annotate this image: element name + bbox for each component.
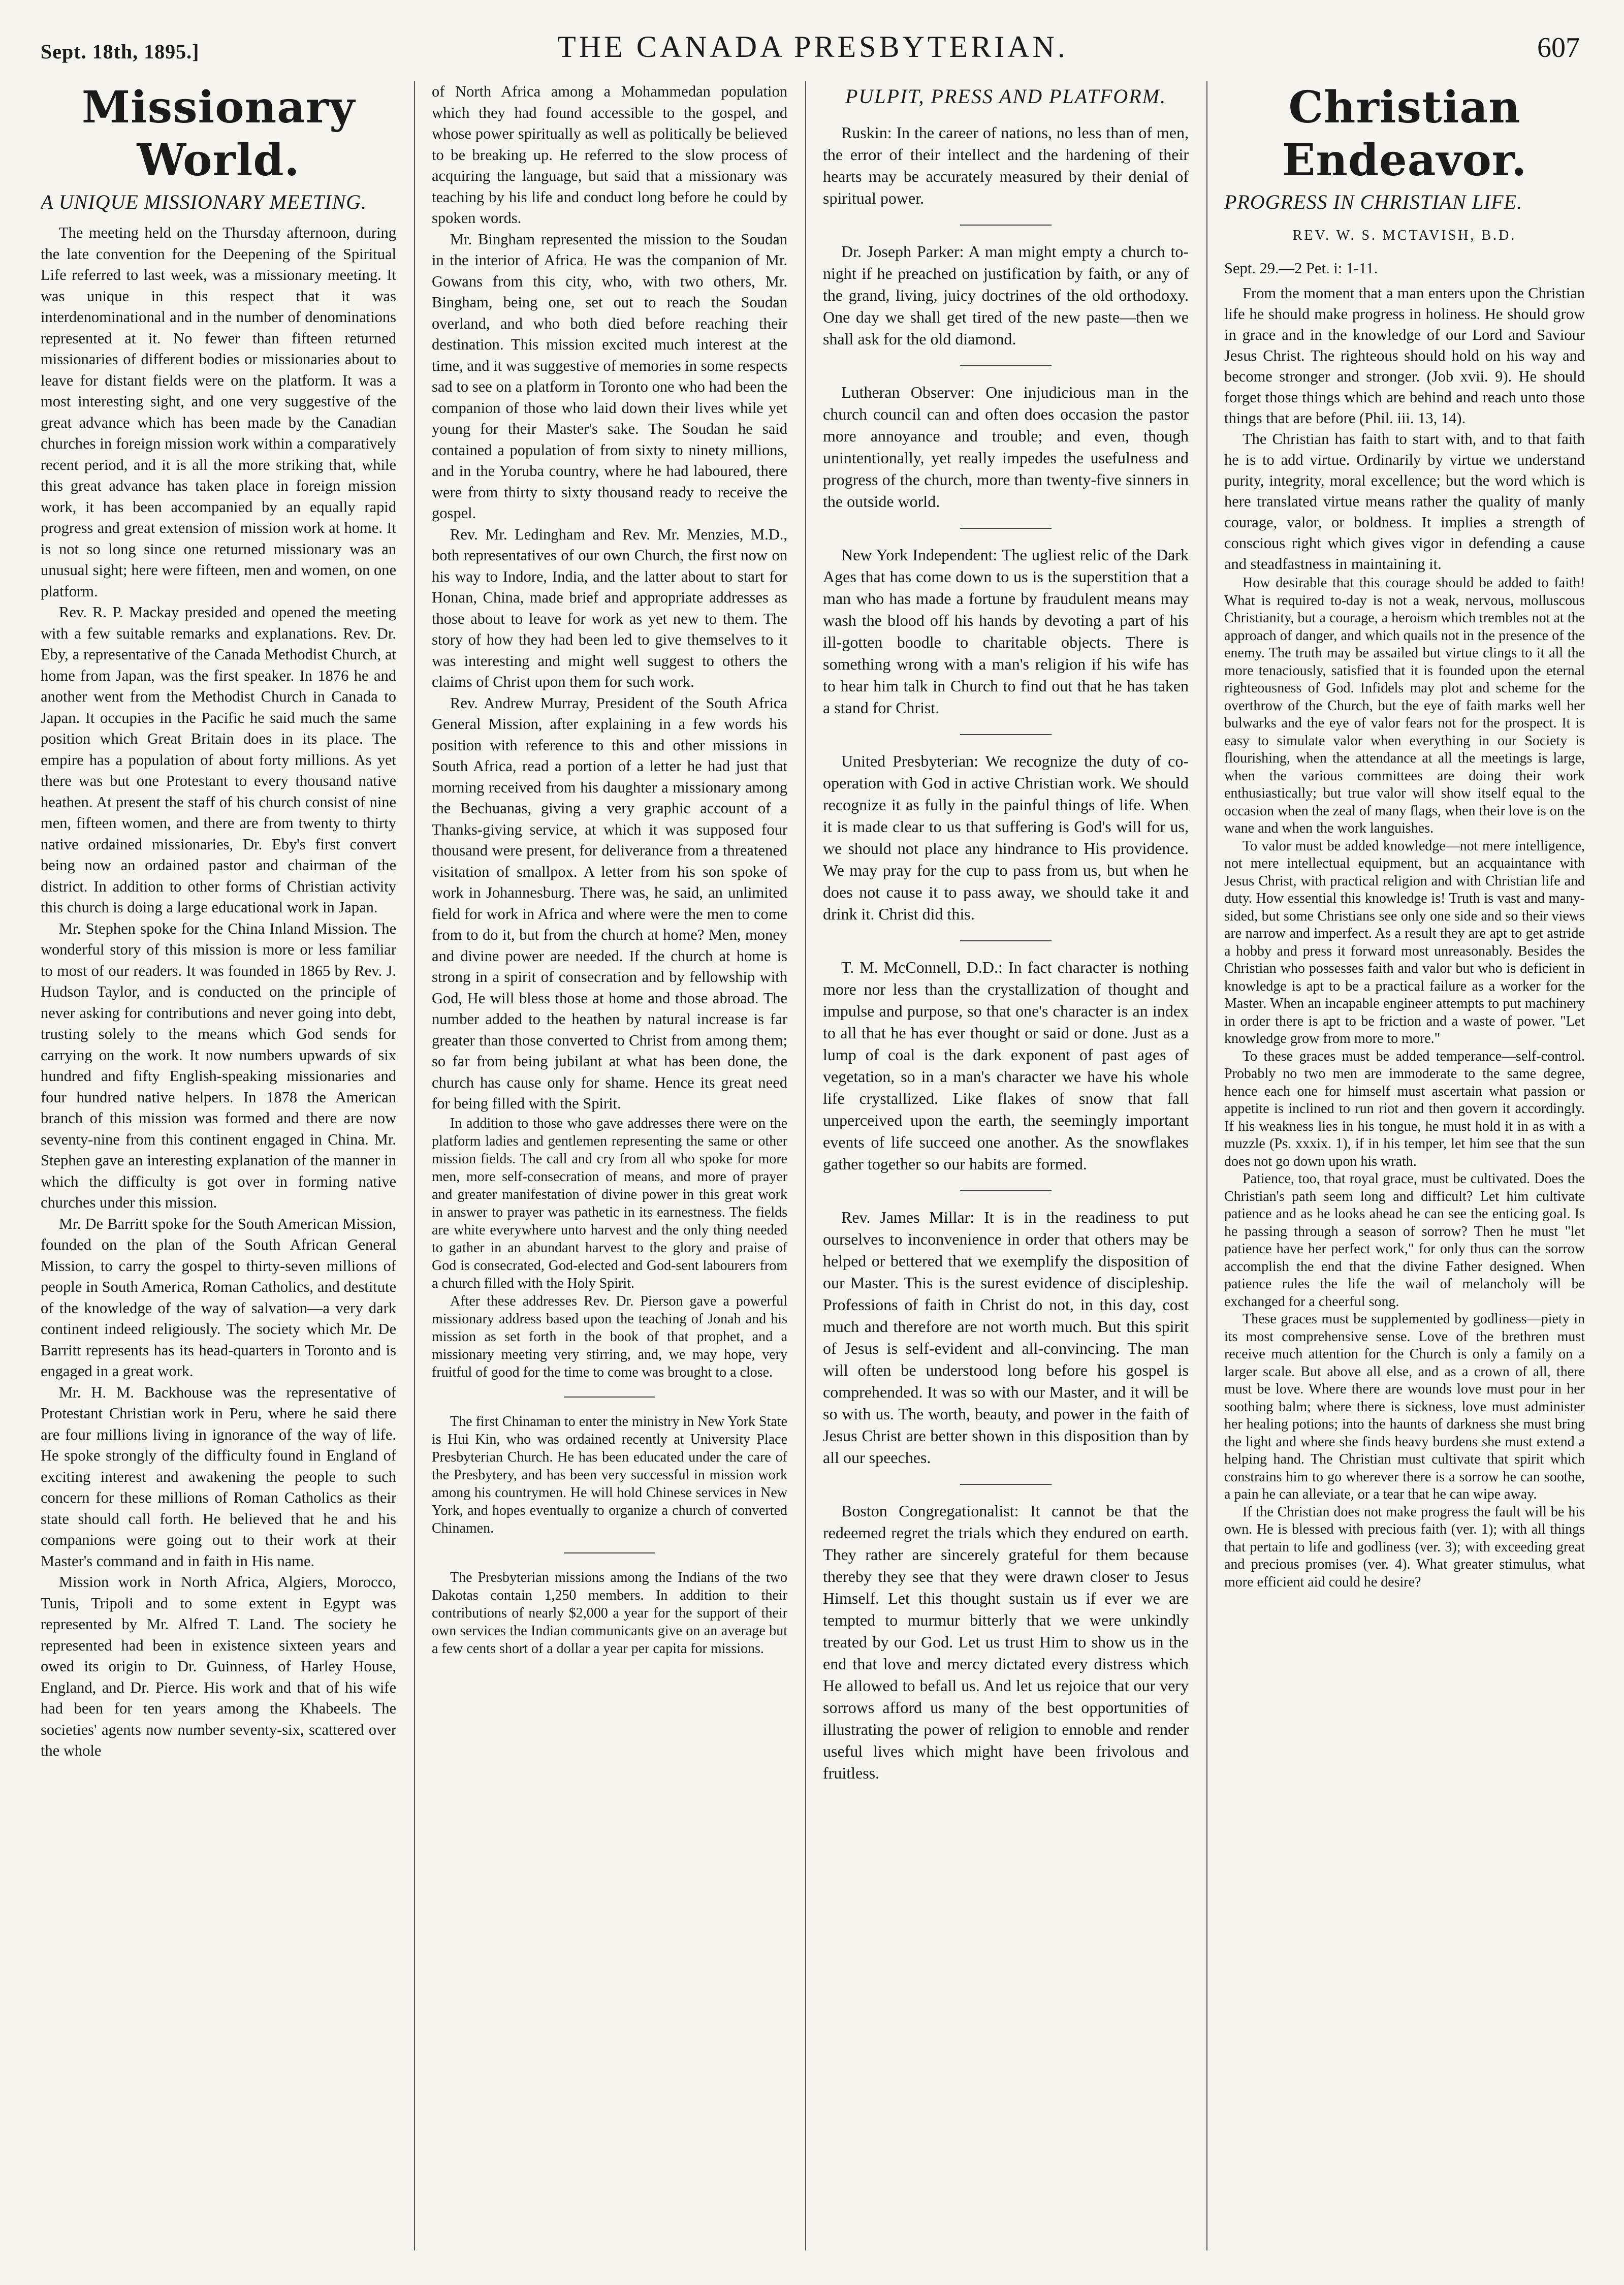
- article-paragraph: These graces must be supplemented by godliness—piety in its most comprehensive sense. Love of the brethren must receive much attention for the Church is only a family on a larger scale. But above all else, and as a crown of all, there must be love. Where there are wounds love must pour in her soothing balm; where there is sickness, love must administer her healing potions; into the haunts of darkness she must bring the light and where she finds heavy burdens she must extend a helping hand. The Christian must cultivate that spirit which constrains him to go wherever there is a sorrow he can soothe, a pain he can alleviate, or a tear that he can wipe away.: [1224, 1311, 1585, 1502]
- article-paragraph: The Christian has faith to start with, and to that faith he is to add virtue. Ordinarily by virtue we understand purity, integrity, moral excellence; but the word which is here translated virtue means rather the quality of manly courage, valor, or boldness. It implies a strength of conscious right which gives vigor in defending a cause and steadfastness in maintaining it.: [1224, 430, 1585, 573]
- column-missionary-world: [41, 81, 396, 2256]
- article-paragraph: Mr. H. M. Backhouse was the representative of Protestant Christian work in Peru, where he said there are four millions living in ignorance of the way of life. He spoke strongly of the difficulty found in England of exciting interest and awakening the people to such concern for these millions of Roman Catholics as their state should call forth. He believed that he and his companions were going out to their work at their Master's command and in faith in His name.: [41, 1383, 396, 1570]
- section-separator: [960, 225, 1052, 226]
- article-paragraph: How desirable that this courage should be added to faith! What is required to-day is not a weak, nervous, molluscous Christianity, but a courage, a heroism which trembles not at the approach of danger, and which quails not in the presence of the enemy. The truth may be assailed but virtue clings to it all the more tenaciously, satisfied that it is founded upon the eternal righteousness of God. Infidels may plot and scheme for the overthrow of the Church, but the eye of faith marks well her bulwarks and the eye of valor fears not for the prospect. It is easy to simulate valor when everything in our Society is flourishing, when the attendance at all the meetings is large, when the various committees are doing their work enthusiastically; but true valor will show itself equal to the occasion when the zeal of many flags, when their love is on the wane and when the work languishes.: [1224, 575, 1585, 836]
- section-separator: [960, 734, 1052, 735]
- article-paragraph: Mr. Bingham represented the mission to the Soudan in the interior of Africa. He was the companion of Mr. Gowans from this city, who, with two others, Mr. Bingham, being one, set out to reach the Soudan overland, and who both died before reaching their destination. This mission excited much interest at the time, and it was suggestive of memories in some respects sad to see on a platform in Toronto one who had been the companion of those who laid down their lives while yet young for their Master's sake. The Soudan he said contained a population of from sixty to ninety millions, and in the Yoruba country, where he had laboured, there were from thirty to sixty thousand ready to receive the gospel.: [432, 230, 787, 522]
- quote-item: Dr. Joseph Parker: A man might empty a church to-night if he preached on justification by faith, or any of the grand, living, juicy doctrines of the old orthodoxy. One day we shall get tired of the new paste—then we shall ask for the old diamond.: [823, 242, 1189, 348]
- article-paragraph: Rev. Andrew Murray, President of the South Africa General Mission, after explaining in a few words his position with reference to this and other missions in South Africa, read a portion of a letter he had just that morning received from his daughter a missionary among the Bechuanas, giving a very graphic account of a Thanks-giving service, at which it was supposed four thousand were present, for deliverance from a threatened visitation of smallpox. A letter from his son spoke of work in Johannesburg. There was, he said, an unlimited field for work in Africa and where were the men to come from to do it, but from the church at home? Men, money and divine power are needed. If the church at home is strong in a spirit of consecration and by fellowship with God, He will bless those at home and those abroad. The number added to the heathen by natural increase is far greater than those converted to Christ from among them; so far from being jubilant at what has been done, the church has cause only for shame. Hence its great need for being filled with the Spirit.: [432, 694, 787, 1112]
- article-paragraph: After these addresses Rev. Dr. Pierson gave a powerful missionary address based upon the teaching of Jonah and his mission as set forth in the book of that prophet, and a missionary meeting very stirring, and, we may hope, very fruitful of good for the time to come was brought to a close.: [432, 1293, 787, 1380]
- section-masthead-endeavor: Christian Endeavor.: [1282, 82, 1527, 186]
- article-paragraph: Rev. R. P. Mackay presided and opened the meeting with a few suitable remarks and explanations. Rev. Dr. Eby, a representative of the Canada Methodist Church, at home from Japan, was the first speaker. In 1876 he and another went from the Methodist Church in Canada to Japan. It occupies in the Pacific he said much the same position which Great Britain does in its place. The empire has a population of about forty millions. As yet there was but one Protestant to every thousand native heathen. At present the staff of his church consist of nine men, fifteen women, and there are from twenty to thirty native ordained missionaries, Dr. Eby's first convert being now an ordained pastor and chairman of the district. In addition to other forms of Christian activity this church is doing a large educational work in Japan.: [41, 604, 396, 916]
- article-paragraph: From the moment that a man enters upon the Christian life he should make progress in holiness. He should grow in grace and in the knowledge of our Lord and Saviour Jesus Christ. The righteous should hold on his way and become stronger and stronger. (Job xvii. 9). He should forget those things which are behind and reach unto those things that are before (Phil. iii. 13, 14).: [1224, 284, 1585, 427]
- quote-item: Ruskin: In the career of nations, no less than of men, the error of their intellect and the hardening of their hearts may be accurately measured by their denial of spiritual power.: [823, 123, 1189, 207]
- column-rule: [805, 81, 806, 2250]
- quote-item: New York Independent: The ugliest relic of the Dark Ages that has come down to us is the superstition that a man who has made a fortune by fraudulent means may wash the blood off his hands by devoting a part of his ill-gotten boodle to charitable objects. There is something wrong with a man's religion if his wife has to hear him talk in Church to find out that he has taken a stand for Christ.: [823, 546, 1189, 717]
- article-paragraph: In addition to those who gave addresses there were on the platform ladies and gentlemen representing the same or other mission fields. The call and cry from all who spoke for more men, more self-consecration of means, and more of prayer and greater manifestation of divine power in this great work in answer to prayer was pathetic in its earnestness. The fields are white everywhere unto harvest and the only thing needed to gather in an abundant harvest to the glory and praise of God is consecrated, God-elected and God-sent labourers from a church filled with the Holy Spirit.: [432, 1115, 787, 1291]
- quote-item: T. M. McConnell, D.D.: In fact character is nothing more nor less than the crystallization of thought and impulse and purpose, so that one's character is an index to all that he has ever thought or said or done. Just as a lump of coal is the dark exponent of past ages of vegetation, so in a man's character we have his whole life crystallized. Like flakes of snow that fall unperceived upon the earth, the seemingly important events of life succeed one another. As the snowflakes gather together so our habits are formed.: [823, 958, 1189, 1173]
- news-note: The first Chinaman to enter the ministry in New York State is Hui Kin, who was ordained recently at University Place Presbyterian Church. He has been educated under the care of the Presbytery, and has been very successful in mission work among his countrymen. He will hold Chinese services in New York, and hopes eventually to organize a church of converted Chinamen.: [432, 1413, 787, 1536]
- article-paragraph: Mission work in North Africa, Algiers, Morocco, Tunis, Tripoli and to some extent in Egypt was represented by Mr. Alfred T. Land. The society he represented had been in existence sixteen years and owed its origin to Dr. Guinness, of Harley House, England, and Dr. Pierce. His work and that of his wife had been for ten years among the Khabeels. The societies' agents now number seventy-six, scattered over the whole: [41, 1573, 396, 1759]
- article-paragraph: If the Christian does not make progress the fault will be his own. He is blessed with precious faith (ver. 1); with all things that pertain to life and godliness (ver. 3); with exceeding great and precious promises (ver. 4). What greater stimulus, what more efficient aid could he desire?: [1224, 1504, 1585, 1590]
- section-heading-pulpit: PULPIT, PRESS AND PLATFORM.: [845, 85, 1167, 108]
- quote-item: United Presbyterian: We recognize the duty of co-operation with God in active Christian work. We should recognize it as fully in the painful things of life. When it is made clear to us that suffering is God's will for us, we should not place any hindrance to His providence. We may pray for the cup to pass from us, but when he does not cause it to pass away, we should take it and drink it. Christ did this.: [823, 752, 1189, 923]
- column-rule: [414, 81, 415, 2250]
- section-separator: [960, 1484, 1052, 1485]
- article-paragraph: To these graces must be added temperance—self-control. Probably no two men are immoderate to the same degree, hence each one for himself must ascertain what passion or appetite is inclined to run riot and then govern it accordingly. If his weakness lies in his tongue, he must hold it in as with a muzzle (Ps. xxxix. 1), if in his temper, let him see that the sun does not go down upon his wrath.: [1224, 1048, 1585, 1169]
- column-pulpit-press-platform: [823, 81, 1189, 2256]
- section-masthead-missionary: Missionary World.: [81, 82, 356, 186]
- lesson-dateline: Sept. 29.—2 Pet. i: 1-11.: [1224, 260, 1378, 277]
- section-separator: [960, 1190, 1052, 1191]
- article-paragraph: To valor must be added knowledge—not mere intelligence, not mere intellectual equipment, but an acquaintance with Jesus Christ, with practical religion and with Christian life and duty. How essential this knowledge is! Truth is vast and many-sided, but some Christians see only one side and so their views are narrow and imperfect. As a result they are apt to get astride a hobby and press it forward most unreasonably. Besides the Christian who possesses faith and valor but who is deficient in knowledge is apt to be a practical failure as a worker for the Master. When an incapable engineer attempts to put machinery in order there is apt to be friction and a waste of power. "Let knowledge grow from more to more.": [1224, 838, 1585, 1046]
- section-separator: [960, 365, 1052, 366]
- page-header: [41, 20, 1585, 76]
- issue-date: Sept. 18th, 1895.]: [41, 40, 200, 63]
- section-separator: [564, 1552, 655, 1553]
- column-missionary-continued: [432, 81, 787, 2256]
- article-paragraph: Rev. Mr. Ledingham and Rev. Mr. Menzies, M.D., both representatives of our own Church, the first now on his way to Indore, India, and the latter about to start for Honan, China, made brief and appropriate addresses as those about to leave for work as yet new to them. The story of how they had been led to give themselves to it was interesting and might well suggest to others the claims of Christ upon them for such work.: [432, 525, 787, 690]
- article-paragraph: Mr. De Barritt spoke for the South American Mission, founded on the plan of the South African General Mission, to carry the gospel to thirty-seven millions of people in South America, Roman Catholics, and destitute of the knowledge of the way of salvation—a very dark continent indeed religiously. The society which Mr. De Barritt represents has its head-quarters in Toronto and is engaged in a great work.: [41, 1215, 396, 1380]
- newspaper-title: THE CANADA PRESBYTERIAN.: [557, 30, 1068, 64]
- newspaper-page: [41, 20, 1585, 2266]
- section-separator: [564, 1397, 655, 1398]
- article-author: REV. W. S. MCTAVISH, B.D.: [1292, 228, 1517, 243]
- quote-item: Lutheran Observer: One injudicious man in the church council can and often does occasion the pastor more annoyance and trouble; and even, though unintentionally, yet really impedes the usefulness and progress of the church, more than twenty-five sinners in the outside world.: [823, 383, 1189, 511]
- quote-item: Rev. James Millar: It is in the readiness to put ourselves to inconvenience in order that others may be helped or bettered that we exemplify the disposition of our Master. This is the surest evidence of discipleship. Professions of faith in Christ do not, in this day, cost much and therefore are not worth much. But this spirit of Jesus is self-evident and all-convincing. The man will often be understood long before his gospel is comprehended. It was so with our Master, and it will be so with us. The worth, beauty, and power in the faith of Jesus Christ are better shown in this disposition than by all our speeches.: [823, 1208, 1189, 1467]
- section-separator: [960, 940, 1052, 941]
- quote-item: Boston Congregationalist: It cannot be that the redeemed regret the trials which they endured on earth. They rather are sincerely grateful for them because thereby they see that they were drawn closer to Jesus Himself. Let this thought sustain us if ever we are tempted to murmur bitterly that we were unkindly treated by our God. Let us trust Him to show us in the end that love and mercy dictated every distress which He allowed to befall us. And let us rejoice that our very sorrows afford us many of the best opportunities of illustrating the power of religion to ennoble and render useful lives which might have been frivolous and fruitless.: [823, 1502, 1189, 1782]
- page-number: 607: [1537, 32, 1580, 64]
- article-subtitle: PROGRESS IN CHRISTIAN LIFE.: [1224, 191, 1522, 213]
- section-separator: [960, 528, 1052, 529]
- column-christian-endeavor: [1224, 81, 1585, 2256]
- news-note: The Presbyterian missions among the Indians of the two Dakotas contain 1,250 members. In addition to their contributions of nearly $2,000 a year for the support of their own services the Indian communicants give on an average but a few cents short of a dollar a year per capita for missions.: [432, 1569, 787, 1657]
- column-rule: [1206, 81, 1207, 2250]
- article-subtitle: A UNIQUE MISSIONARY MEETING.: [41, 191, 367, 213]
- article-paragraph: Patience, too, that royal grace, must be cultivated. Does the Christian's path seem long and difficult? Let him cultivate patience and as he looks ahead he can see the enticing goal. Is he passing through a season of sorrow? Then he must "let patience have her perfect work," for only thus can the sorrow accomplish the end that the divine Father designed. When patience rules the life the wail of melancholy will be exchanged for a cheerful song.: [1224, 1171, 1585, 1310]
- article-paragraph: of North Africa among a Mohammedan population which they had found accessible to the gospel, and whose power spiritually as well as politically be believed to be breaking up. He referred to the slow process of acquiring the language, but said that a missionary was teaching by his life and conduct long before he could by spoken words.: [432, 83, 787, 227]
- article-paragraph: The meeting held on the Thursday afternoon, during the late convention for the Deepening of the Spiritual Life referred to last week, was a missionary meeting. It was unique in this respect that it was interdenominational and in the number of denominations represented at it. No fewer than fifteen returned missionaries of different bodies or missionaries about to leave for distant fields were on the platform. It was a most interesting sight, and one very suggestive of the great advance which has been made by the Canadian churches in foreign mission work within a comparatively recent period, and it is all the more striking that, while this great advance has taken place in foreign mission work, it has been accompanied by an equally rapid progress and great extension of mission work at home. It is not so long since one returned missionary was an unusual sight; here were fifteen, men and women, on one platform.: [41, 224, 396, 600]
- article-paragraph: Mr. Stephen spoke for the China Inland Mission. The wonderful story of this mission is more or less familiar to most of our readers. It was founded in 1865 by Rev. J. Hudson Taylor, and is conducted on the principle of never asking for contributions and never going into debt, trusting solely to the means which God sends for carrying on the work. It now numbers upwards of six hundred and fifty English-speaking missionaries and four hundred native helpers. In 1878 the American branch of this mission was formed and there are now seventy-nine from this continent engaged in China. Mr. Stephen gave an interesting explanation of the manner in which the difficulty is got over in forming native churches under this mission.: [41, 919, 396, 1211]
